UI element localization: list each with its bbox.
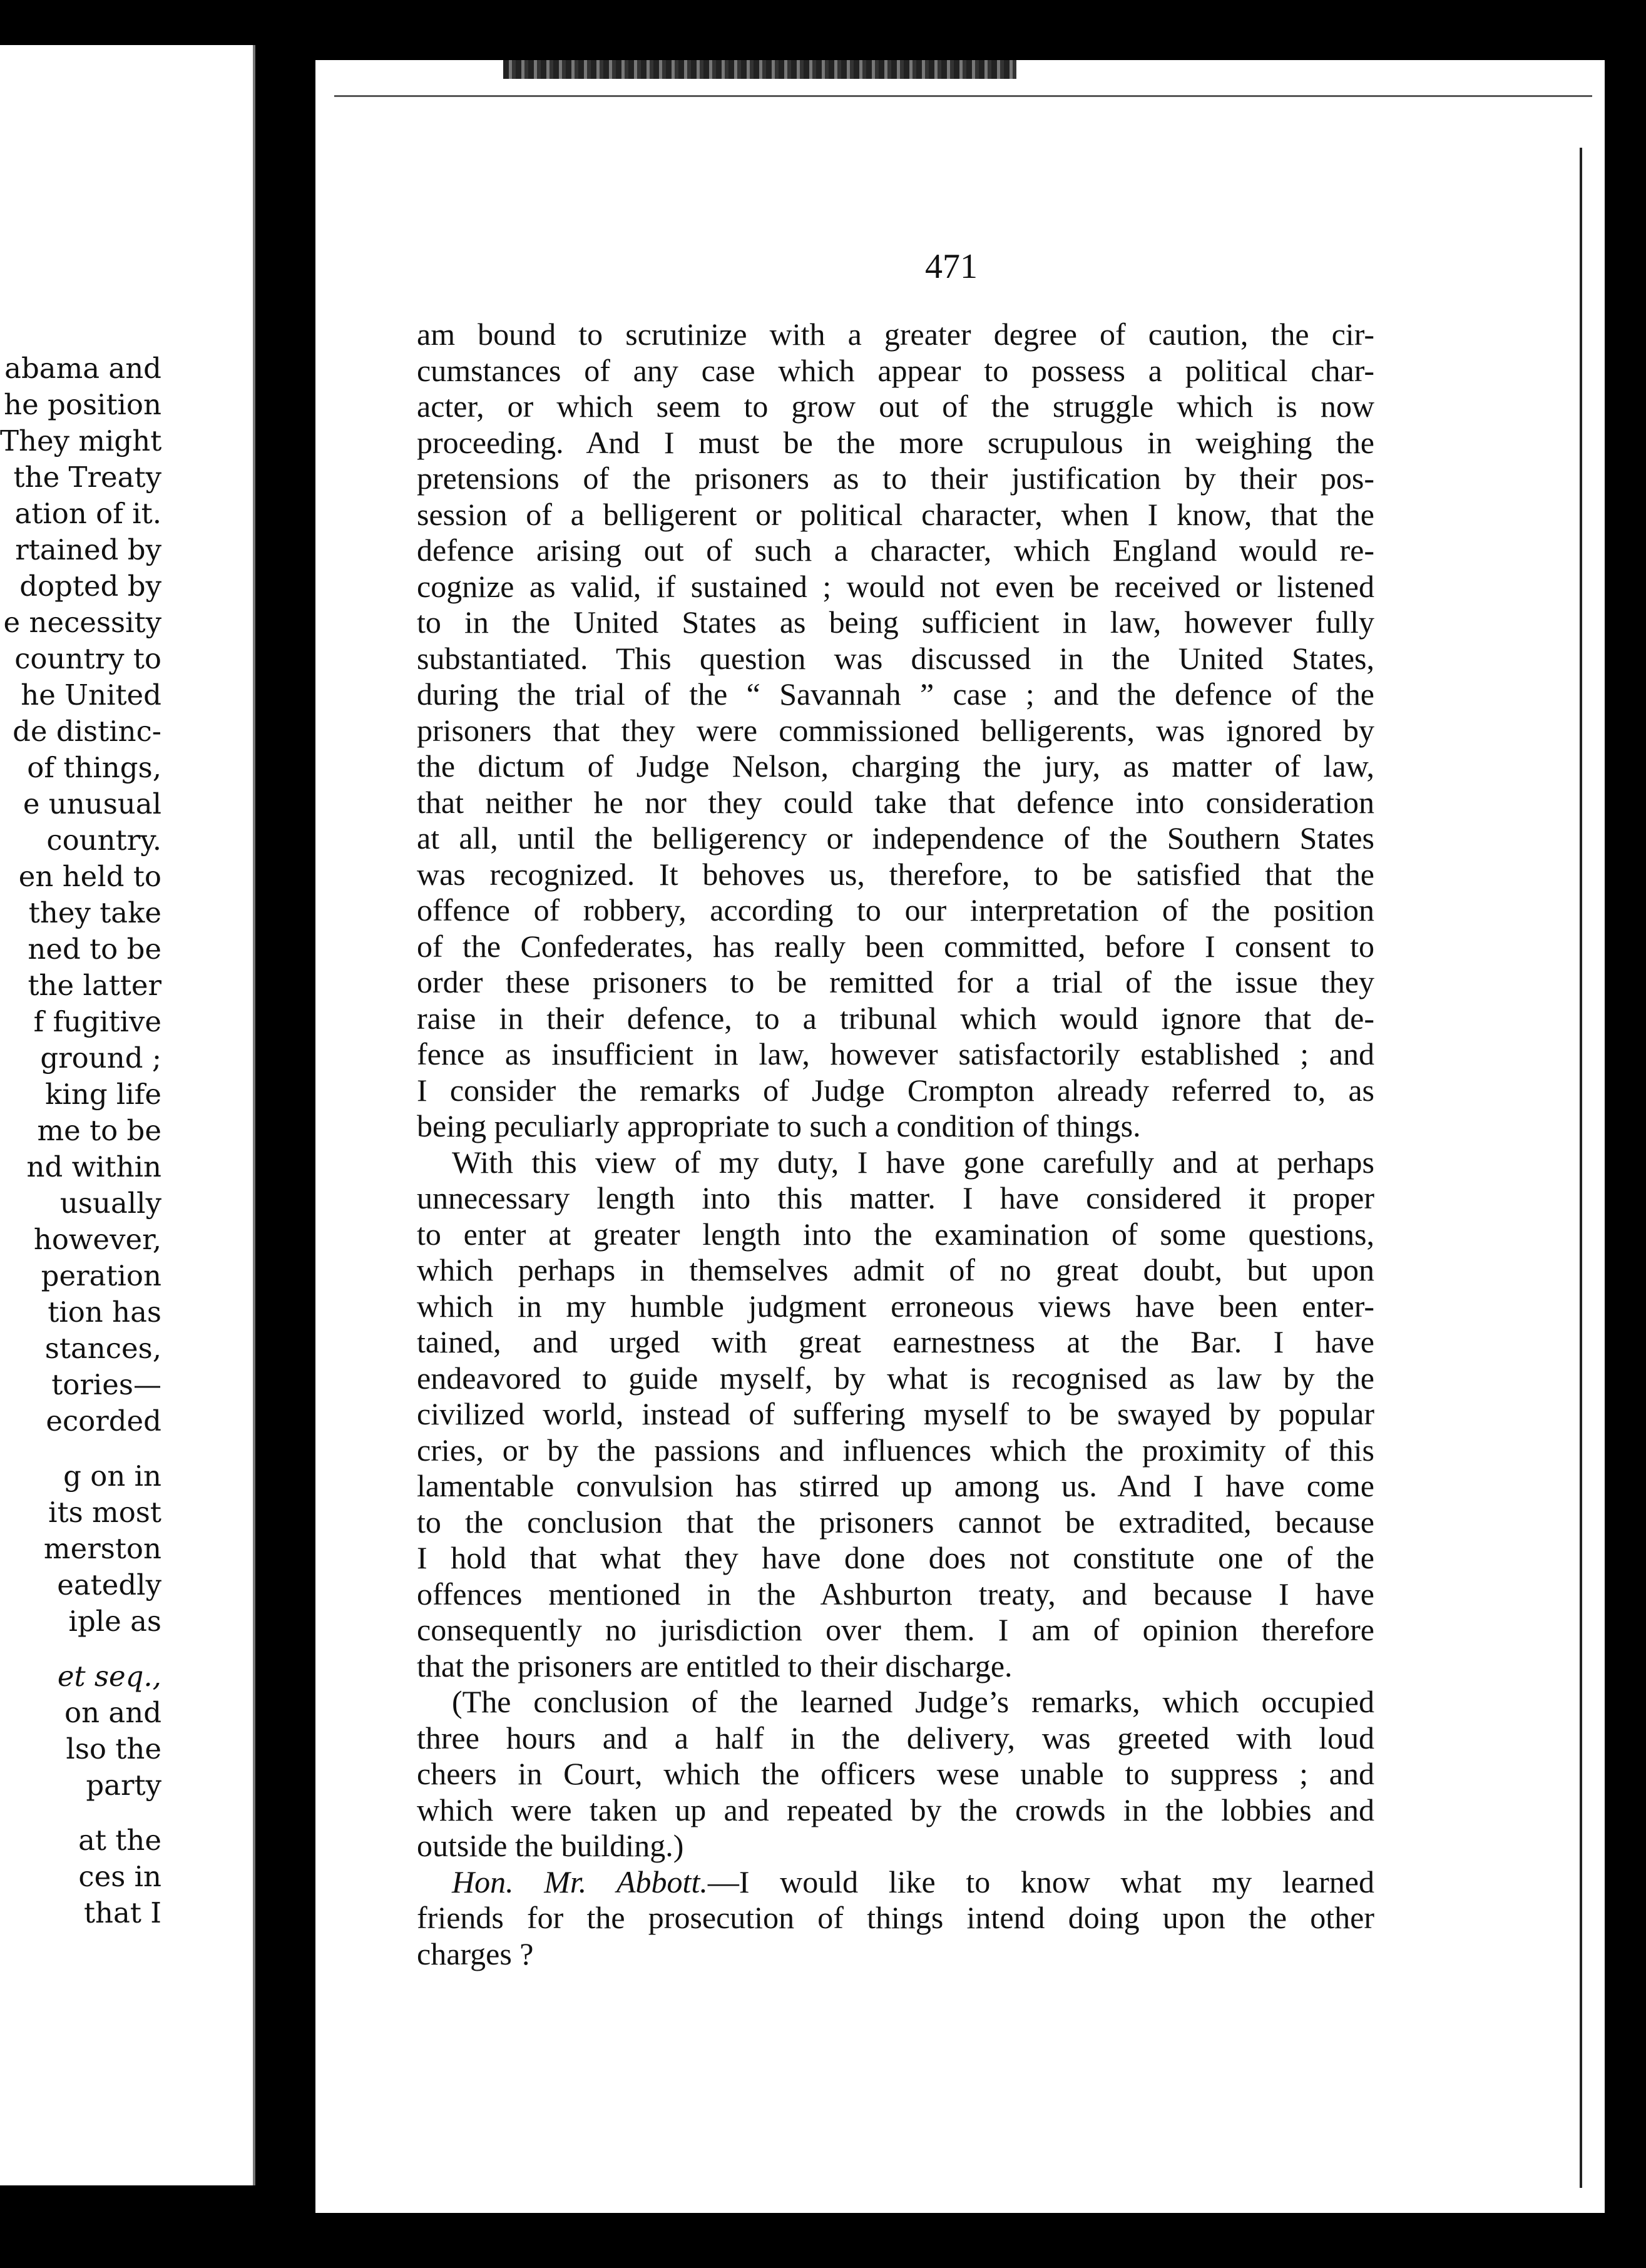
page-top-edge [334, 95, 1592, 97]
left-line: he position [4, 388, 161, 421]
text-line: (The conclusion of the learned Judge’s remarks, which occupied [452, 1684, 1374, 1719]
left-gap [0, 1640, 161, 1658]
facing-page-left [0, 45, 255, 2185]
text-line: consequently no jurisdiction over them. I am of opinion therefore [417, 1612, 1374, 1647]
text-line: offence of robbery, according to our interpretation of the position [417, 892, 1374, 927]
text-line: the dictum of Judge Nelson, charging the jury, as matter of law, [417, 748, 1374, 784]
left-line: its most [48, 1496, 161, 1529]
left-line: tion has [48, 1295, 161, 1329]
left-line: f fugitive [33, 1005, 161, 1038]
left-line: eatedly [57, 1568, 161, 1601]
left-gap [0, 1804, 161, 1822]
left-line: en held to [18, 860, 161, 893]
left-line: abama and [4, 352, 161, 385]
body-text [417, 317, 1374, 1972]
closing-paragraph-line [417, 1864, 1374, 1901]
left-line: on and [64, 1696, 161, 1729]
left-line: the latter [28, 969, 161, 1002]
left-line: ation of it. [14, 497, 161, 530]
text-line: I consider the remarks of Judge Crompton already referred to, as [417, 1072, 1374, 1108]
text-line: order these prisoners to be remitted for a trial of the issue they [417, 964, 1374, 999]
text-line: that neither he nor they could take that defence into consideration [417, 784, 1374, 820]
text-line: which in my humble judgment erroneous views have been enter- [417, 1288, 1374, 1324]
left-line: lso the [66, 1732, 161, 1765]
text-line: defence arising out of such a character, which England would re- [417, 533, 1374, 568]
left-line: tories— [51, 1368, 161, 1401]
book-gutter [255, 45, 315, 2205]
text-line: of the Confederates, has really been committed, before I consent to [417, 928, 1374, 964]
text-line: which perhaps in themselves admit of no great doubt, but upon [417, 1252, 1374, 1287]
text-line: was recognized. It behoves us, therefore, to be satisfied that the [417, 856, 1374, 892]
text-line: pretensions of the prisoners as to their justification by their pos- [417, 461, 1374, 496]
text-line: cumstances of any case which appear to possess a political char- [417, 352, 1374, 388]
left-line: et seq., [57, 1660, 161, 1693]
text-line: to in the United States as being sufficient in law, however fully [417, 605, 1374, 640]
text-line: during the trial of the “ Savannah ” case ; and the defence of the [417, 677, 1374, 712]
left-line: They might [0, 424, 162, 457]
text-line: outside the building.) [417, 1828, 684, 1863]
text-line: endeavored to guide myself, by what is recognised as law by the [417, 1360, 1374, 1396]
text-line: being peculiarly appropriate to such a condition of things. [417, 1108, 1141, 1143]
left-line: usually [59, 1187, 161, 1220]
left-line: merston [43, 1532, 161, 1565]
text-line: friends for the prosecution of things intend doing upon the other [417, 1900, 1374, 1935]
left-line: iple as [68, 1605, 161, 1638]
left-line: king life [45, 1078, 161, 1111]
text-line: civilized world, instead of suffering myself to be swayed by popular [417, 1396, 1374, 1431]
text-line: offences mentioned in the Ashburton treaty, and because I have [417, 1576, 1374, 1612]
left-gap [0, 1439, 161, 1458]
left-line: e unusual [23, 787, 161, 820]
text-line: fence as insufficient in law, however satisfactorily established ; and [417, 1036, 1374, 1071]
left-line: nd within [26, 1150, 161, 1183]
page-right [315, 60, 1605, 2213]
left-page-text [0, 350, 161, 1931]
scan-artifact [503, 60, 1016, 79]
left-line: stances, [44, 1332, 161, 1365]
closing-text: —I would like to know what my learned [707, 1864, 1374, 1899]
text-line: With this view of my duty, I have gone carefully and at perhaps [452, 1144, 1374, 1180]
text-line: session of a belligerent or political character, when I know, that the [417, 496, 1374, 532]
left-line: however, [33, 1223, 161, 1256]
text-line: cognize as valid, if sustained ; would not even be received or listened [417, 568, 1374, 604]
left-line: they take [28, 896, 161, 929]
left-line: the Treaty [13, 461, 161, 494]
text-line: tained, and urged with great earnestness at the Bar. I have [417, 1324, 1374, 1359]
text-line: proceeding. And I must be the more scrupulous in weighing the [417, 424, 1374, 460]
text-line: three hours and a half in the delivery, was greeted with loud [417, 1720, 1374, 1755]
left-line: at the [78, 1824, 161, 1857]
left-line: ces in [78, 1860, 161, 1893]
text-line: acter, or which seem to grow out of the struggle which is now [417, 389, 1374, 424]
left-line: that I [83, 1896, 161, 1929]
left-line: dopted by [19, 570, 161, 603]
left-line: de distinc- [13, 715, 161, 748]
left-line: ground ; [40, 1041, 161, 1075]
page-number: 471 [925, 247, 978, 286]
text-line: am bound to scrutinize with a greater degree of caution, the cir- [417, 317, 1374, 352]
text-line: lamentable convulsion has stirred up among us. And I have come [417, 1468, 1374, 1503]
text-line: unnecessary length into this matter. I have considered it proper [417, 1180, 1374, 1215]
left-line: ned to be [28, 932, 161, 966]
text-line: I hold that what they have done does not constitute one of the [417, 1540, 1374, 1575]
left-line: of things, [27, 751, 161, 784]
left-line: rtained by [15, 533, 161, 566]
text-line: cries, or by the passions and influences which the proximity of this [417, 1432, 1374, 1468]
text-line: prisoners that they were commissioned belligerents, was ignored by [417, 712, 1374, 748]
left-line: g on in [63, 1459, 161, 1493]
left-line: peration [41, 1259, 161, 1292]
left-line: country. [46, 824, 161, 857]
text-line: at all, until the belligerency or independence of the Southern States [417, 820, 1374, 856]
left-line: ecorded [46, 1404, 161, 1438]
left-line: party [86, 1769, 161, 1802]
speaker-name: Hon. Mr. Abbott. [452, 1864, 708, 1899]
text-line: to enter at greater length into the examination of some questions, [417, 1216, 1374, 1252]
text-line: substantiated. This question was discussed in the United States, [417, 640, 1374, 676]
left-line: e necessity [3, 606, 161, 639]
text-line: to the conclusion that the prisoners cannot be extradited, because [417, 1504, 1374, 1540]
text-line: raise in their defence, to a tribunal which would ignore that de- [417, 1000, 1374, 1036]
text-line: which were taken up and repeated by the crowds in the lobbies and [417, 1792, 1374, 1827]
text-line: charges ? [417, 1936, 534, 1971]
left-line: he United [21, 678, 161, 712]
left-line: me to be [37, 1114, 161, 1147]
text-line: that the prisoners are entitled to their discharge. [417, 1648, 1013, 1683]
text-line: cheers in Court, which the officers wese unable to suppress ; and [417, 1756, 1374, 1791]
left-line: country to [14, 642, 161, 675]
page-right-edge [1580, 148, 1582, 2188]
